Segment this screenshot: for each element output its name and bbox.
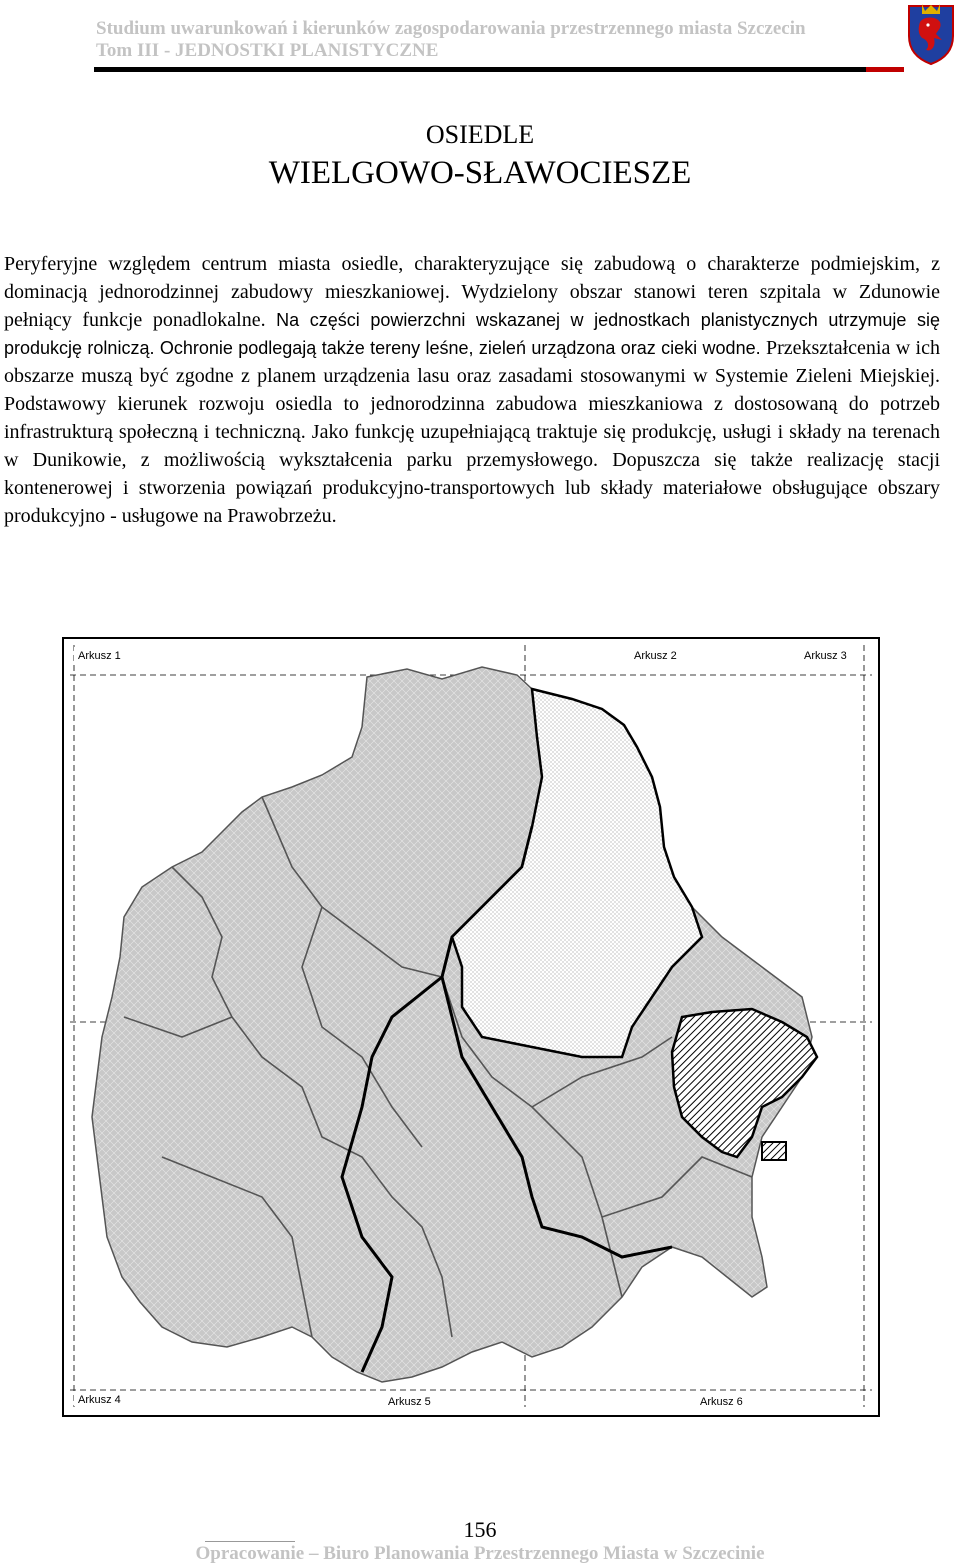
footer-rule <box>205 1541 295 1542</box>
section-subtitle: WIELGOWO-SŁAWOCIESZE <box>268 155 692 191</box>
sheet-label-6: Arkusz 6 <box>700 1396 743 1408</box>
city-map <box>62 637 880 1417</box>
sheet-label-1: Arkusz 1 <box>78 650 121 662</box>
page-number: 156 <box>463 1517 497 1542</box>
page-footer: Opracowanie – Biuro Planowania Przestrzennego Miasta w Szczecinie <box>195 1543 765 1564</box>
sheet-label-2: Arkusz 2 <box>634 650 677 662</box>
header-rule <box>94 67 866 72</box>
paragraph-part-3: Przekształcenia w ich obszarze muszą być zgodne z planem urządzenia lasu oraz zasadami stosowanymi w Systemie Zieleni Miejskiej. Podstawowy kierunek rozwoju osiedla to jednorodzinna zabudowa mieszkaniowa z dostosowaną do potrzeb infrastrukturą społeczną i techniczną. Jako funkcję uzupełniającą traktuje się produkcję, usługi i składy na terenach w Dunikowie, z możliwością wykształcenia parku przemysłowego. Dopuszcza się także realizację stacji kontenerowej i stworzenia powiązań produkcyjno-transportowych lub składy materiałowe obsługujące obszary produkcyjno - usługowe na Prawobrzeżu. <box>4 337 940 527</box>
header-subtitle: Tom III - JEDNOSTKI PLANISTYCZNE <box>96 40 439 61</box>
paragraph-part-2: Na części powierzchni wskazanej w jednostkach planistycznych utrzymuje się produkcję rolniczą. Ochronie podlegają także tereny leśne, zieleń urządzona oraz cieki wodne. <box>4 310 940 358</box>
highlighted-unit-small <box>762 1142 786 1160</box>
header-title: Studium uwarunkowań i kierunków zagospodarowania przestrzennego miasta Szczecin <box>96 18 806 39</box>
section-title: OSIEDLE <box>425 120 535 149</box>
sheet-label-3: Arkusz 3 <box>804 650 847 662</box>
page-header <box>0 0 960 80</box>
header-rule-accent <box>866 67 904 72</box>
sheet-label-5: Arkusz 5 <box>388 1396 431 1408</box>
szczecin-crest-icon <box>906 2 956 66</box>
description-paragraph <box>4 250 940 530</box>
paragraph-part-1: Peryferyjne względem centrum miasta osiedle, charakteryzujące się zabudową o charakterze podmiejskim, z dominacją jednorodzinnej zabudowy mieszkaniowej. Wydzielony obszar stanowi teren szpitala w Zdunowie pełniący funkcje ponadlokalne. <box>4 253 940 331</box>
sheet-label-4: Arkusz 4 <box>78 1394 121 1406</box>
